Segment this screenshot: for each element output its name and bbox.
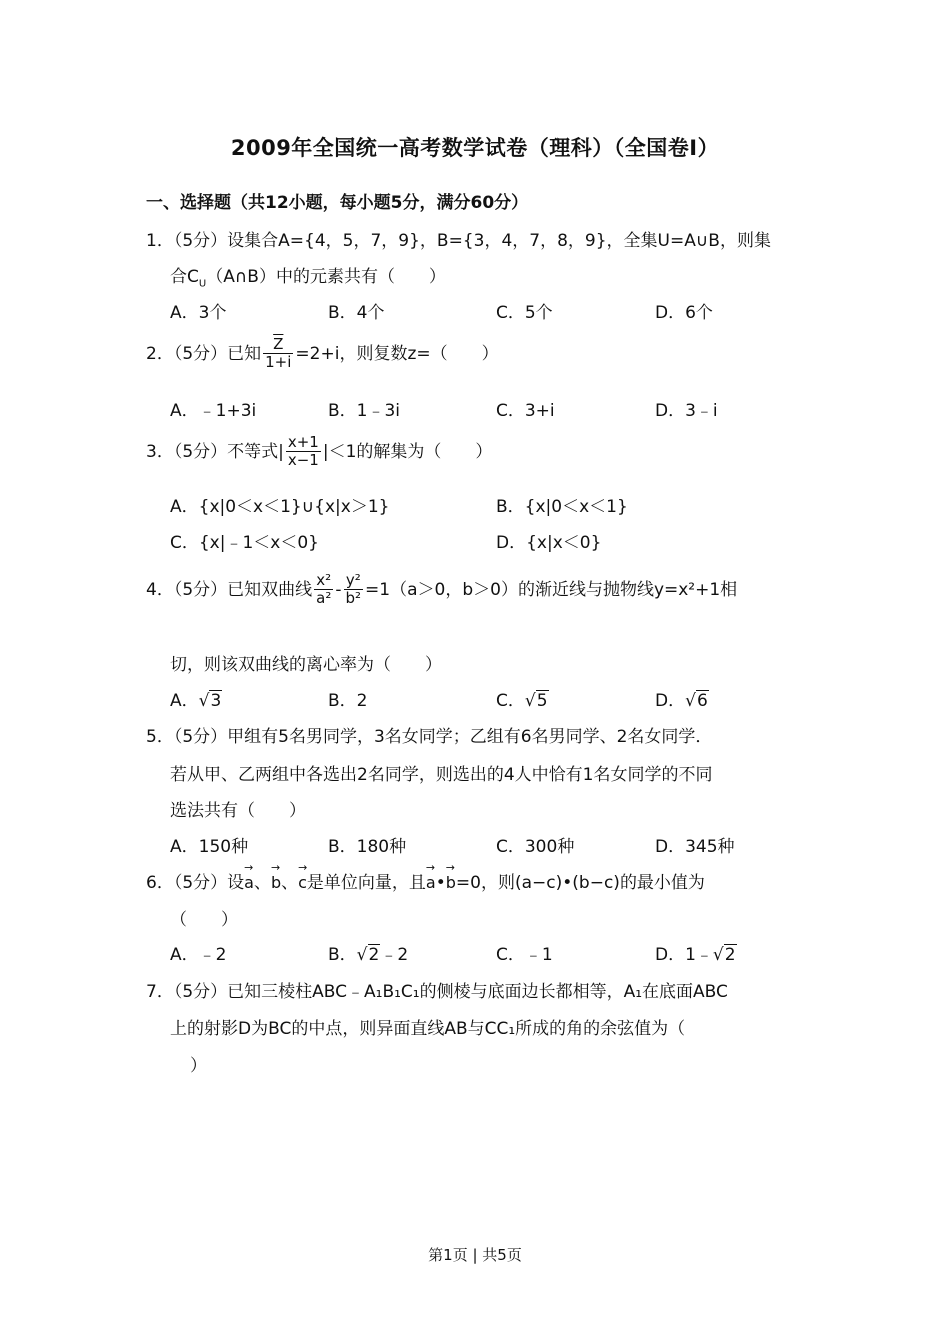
q7-line1: 7．（5分）已知三棱柱ABC﹣A₁B₁C₁的侧棱与底面边长都相等，A₁在底面ABC xyxy=(146,982,728,1002)
q6-option-b: B．√2﹣2 xyxy=(328,945,409,965)
q4-fraction-x: $\frac{\text{x²}}{\text{a²}}$ xyxy=(316,571,332,608)
q5-line2: 若从甲、乙两组中各选出2名同学，则选出的4人中恰有1名女同学的不同 xyxy=(170,765,713,785)
q2-option-d: D．3﹣i xyxy=(655,401,718,421)
q1-option-a: A．3个 xyxy=(170,303,227,323)
q6-option-a: A．﹣2 xyxy=(170,945,227,965)
q6-option-d: D．1﹣√2 xyxy=(655,945,736,965)
q2-option-b: B．1﹣3i xyxy=(328,401,401,421)
q2-option-a: A．﹣1+3i xyxy=(170,401,257,421)
q5-line3: 选法共有（ ） xyxy=(170,801,306,821)
q1-option-c: C．5个 xyxy=(496,303,553,323)
q7-line3: ） xyxy=(190,1056,207,1076)
expr-a-minus-c: (a−c) xyxy=(514,873,563,893)
q4-option-c: C．√5 xyxy=(496,691,548,711)
q3-option-d: D．{x|x＜0} xyxy=(496,533,602,553)
q5-option-a: A．150种 xyxy=(170,837,249,857)
sqrt-icon: √5 xyxy=(524,691,548,711)
q3-option-b: B．{x|0＜x＜1} xyxy=(496,497,628,517)
q4-option-d: D．√6 xyxy=(655,691,708,711)
q6-line1: 6．（5分）设→ a、→ b、→ c是单位向量，且→ a•→ b=0，则(a−c)•(b−c)的最小值为 xyxy=(146,868,705,893)
vector-c: → c xyxy=(298,873,307,892)
expr-b-minus-c: (b−c) xyxy=(572,873,620,893)
q3-fraction: $\frac{x+1}{x-1}$ xyxy=(287,433,319,470)
vector-a-dot: → a xyxy=(426,873,436,892)
q2-fraction: $\frac{\overline{Z}}{1+i}$ xyxy=(265,335,292,372)
sqrt-icon: √2 xyxy=(712,945,736,965)
q5-option-c: C．300种 xyxy=(496,837,575,857)
q7-line2: 上的射影D为BC的中点，则异面直线AB与CC₁所成的角的余弦值为（ xyxy=(170,1019,686,1039)
q4-line1: 4．（5分）已知双曲线 $\frac{\text{x²}}{\text{a²}}$ - $\frac{\text{y²}}{\text{b²}}$ =1（a＞0，b＞0）的渐近线与抛物线y=x²+1相 xyxy=(146,571,738,608)
q1-line1: 1．（5分）设集合A={4，5，7，9}，B={3，4，7，8，9}，全集U=A∪B，则集 xyxy=(146,231,771,251)
q6-option-c: C．﹣1 xyxy=(496,945,553,965)
section-heading: 一、选择题（共12小题，每小题5分，满分60分） xyxy=(146,193,529,213)
q1-option-d: D．6个 xyxy=(655,303,713,323)
q4-line2: 切，则该双曲线的离心率为（ ） xyxy=(170,655,442,675)
q3-option-a: A．{x|0＜x＜1}∪{x|x＞1} xyxy=(170,497,390,517)
q2-option-c: C．3+i xyxy=(496,401,555,421)
q1-line2: 合$C_U(A\cap B)$中的元素共有（ ） xyxy=(170,267,446,290)
q3-line: 3．（5分）不等式| $\frac{x+1}{x-1}$ |＜1的解集为（ ） xyxy=(146,433,493,470)
q4-option-a: A．√3 xyxy=(170,691,222,711)
page-footer: 第1页 | 共5页 xyxy=(428,1246,522,1264)
vector-a: → a xyxy=(244,873,254,892)
sqrt-icon: √2 xyxy=(356,945,380,965)
q1-option-b: B．4个 xyxy=(328,303,385,323)
q2-line: 2．（5分）已知 $\frac{\overline{Z}}{1+i}$ =2+i，则复数z=（ ） xyxy=(146,335,499,372)
q5-option-d: D．345种 xyxy=(655,837,735,857)
vector-b: → b xyxy=(271,873,281,892)
q4-option-b: B．2 xyxy=(328,691,368,711)
q5-line1: 5．（5分）甲组有5名男同学，3名女同学；乙组有6名男同学、2名女同学． xyxy=(146,727,713,747)
vector-b-dot: → b xyxy=(446,873,456,892)
q6-line2: （ ） xyxy=(170,910,238,930)
q5-option-b: B．180种 xyxy=(328,837,407,857)
sqrt-icon: √3 xyxy=(198,691,222,711)
q4-fraction-y: $\frac{\text{y²}}{\text{b²}}$ xyxy=(345,571,362,608)
exam-title: 2009年全国统一高考数学试卷（理科）（全国卷Ⅰ） xyxy=(230,136,720,160)
q3-option-c: C．{x|﹣1＜x＜0} xyxy=(170,533,319,553)
sqrt-icon: √6 xyxy=(685,691,708,711)
